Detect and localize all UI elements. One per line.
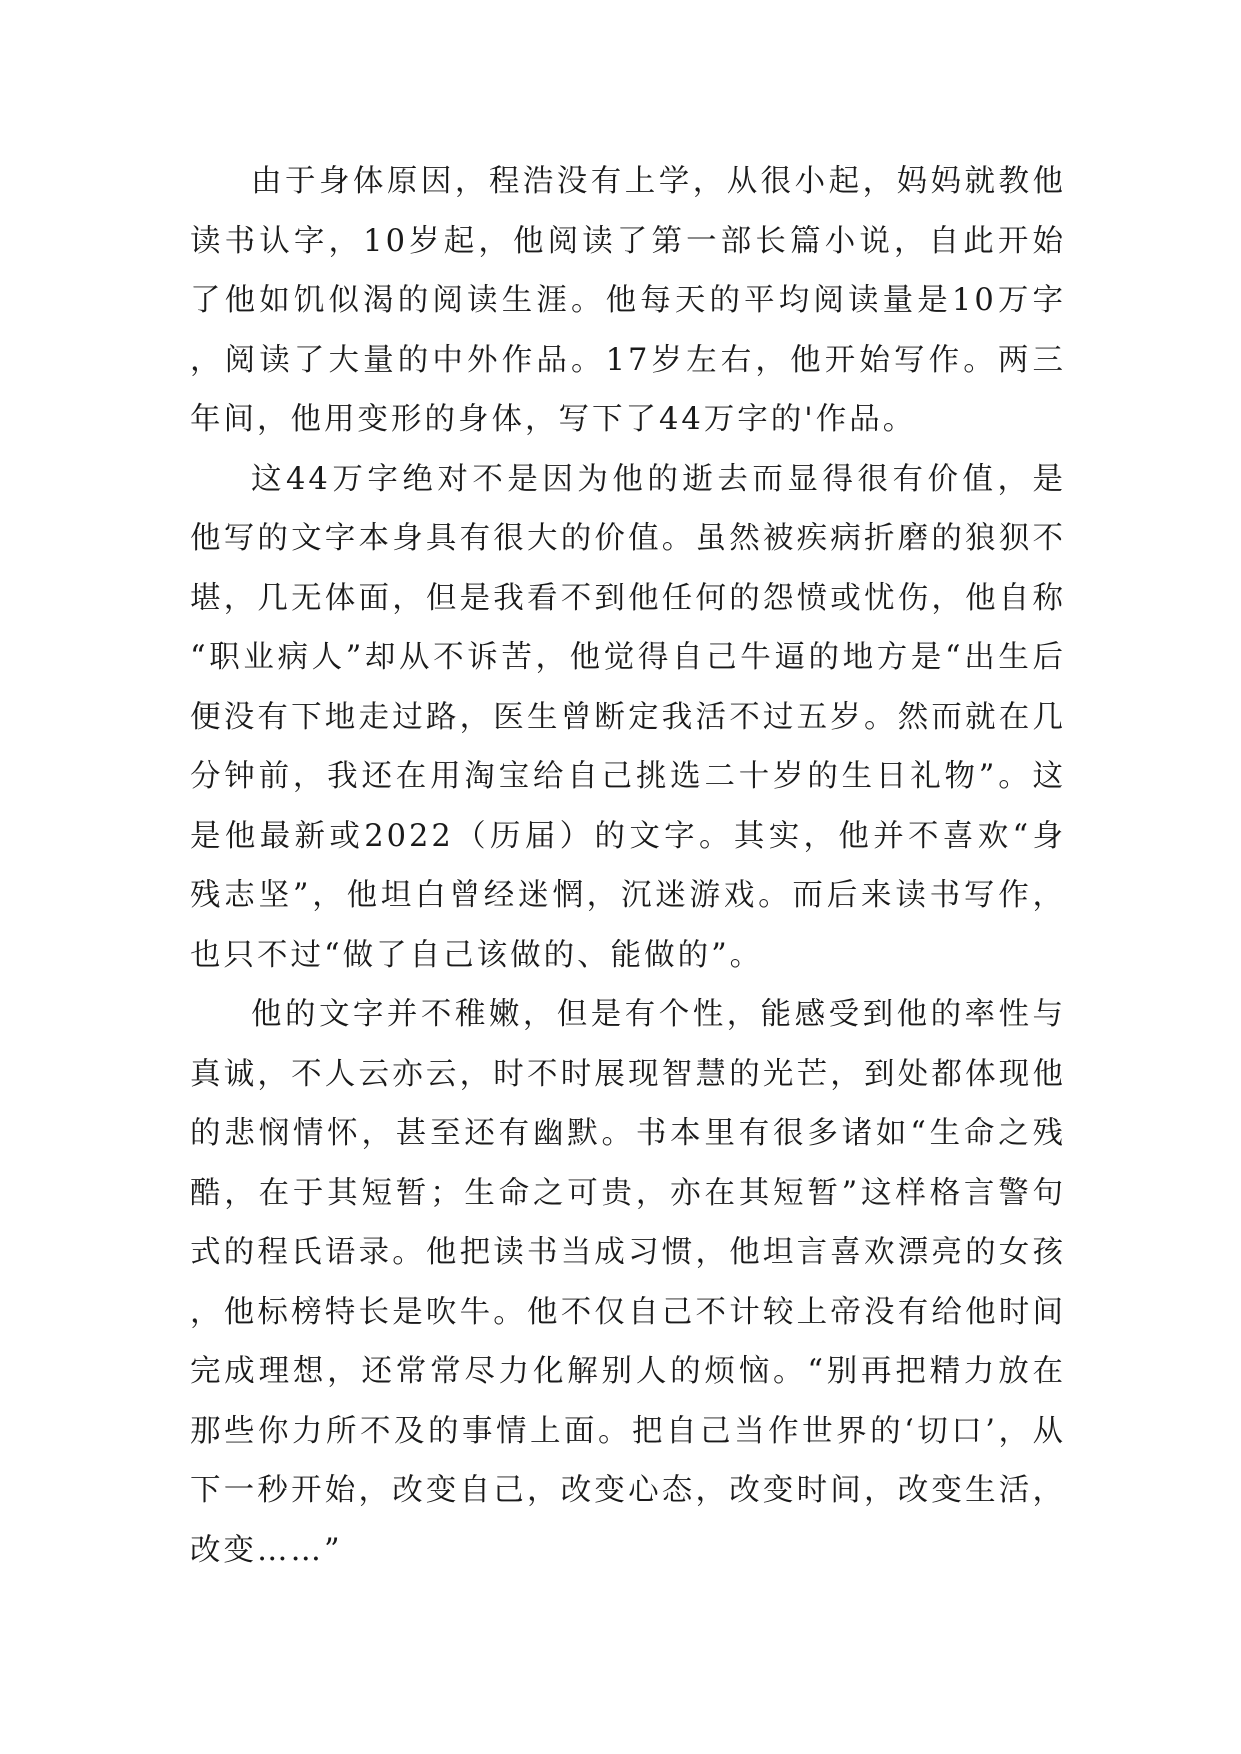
document-body [190, 152, 1066, 1580]
paragraph-2: 这44万字绝对不是因为他的逝去而显得很有价值，是他写的文字本身具有很大的价值。虽然被疾病折磨的狼狈不堪，几无体面，但是我看不到他任何的怨愤或忧伤，他自称“职业病人”却从不诉苦，他觉得自己牛逼的地方是“出生后便没有下地走过路，医生曾断定我活不过五岁。然而就在几分钟前，我还在用淘宝给自己挑选二十岁的生日礼物”。这是他最新或2022（历届）的文字。其实，他并不喜欢“身残志坚”，他坦白曾经迷惘，沉迷游戏。而后来读书写作，也只不过“做了自己该做的、能做的”。 [190, 461, 1066, 973]
paragraph-3: 他的文字并不稚嫩，但是有个性，能感受到他的率性与真诚，不人云亦云，时不时展现智慧的光芒，到处都体现他的悲悯情怀，甚至还有幽默。书本里有很多诸如“生命之残酷，在于其短暂；生命之可贵，亦在其短暂”这样格言警句式的程氏语录。他把读书当成习惯，他坦言喜欢漂亮的女孩，他标榜特长是吹牛。他不仅自己不计较上帝没有给他时间完成理想，还常常尽力化解别人的烦恼。“别再把精力放在那些你力所不及的事情上面。把自己当作世界的‘切口’，从下一秒开始，改变自己，改变心态，改变时间，改变生活，改变……” [190, 997, 1066, 1568]
paragraph-1: 由于身体原因，程浩没有上学，从很小起，妈妈就教他读书认字，10岁起，他阅读了第一部长篇小说，自此开始了他如饥似渴的阅读生涯。他每天的平均阅读量是10万字，阅读了大量的中外作品。17岁左右，他开始写作。两三年间，他用变形的身体，写下了44万字的'作品。 [190, 164, 1066, 437]
